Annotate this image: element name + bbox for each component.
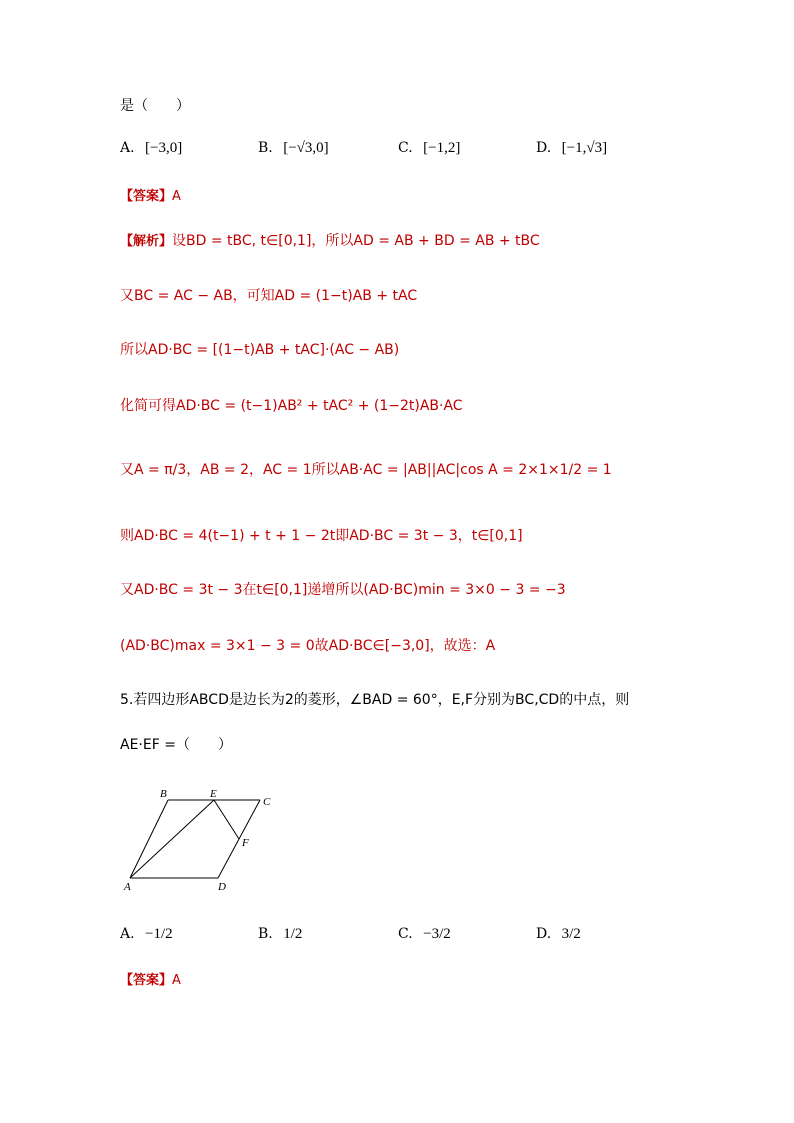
q5-option-a[interactable] [120,926,173,943]
segment-ef [214,800,239,839]
label-b: B [160,788,167,800]
q5-answer-tag: 【答案】 [120,973,173,988]
q4-analysis-text-1: 设BD = tBC, t∈[0,1]，所以AD = AB + BD = AB + tBC [172,233,540,249]
q4-option-d-value: [−1,√3] [561,140,608,156]
q5-answer-value: A [172,973,181,988]
q4-option-b-label: B. [258,140,273,156]
q4-analysis-line-8: (AD·BC)max = 3×1 − 3 = 0故AD·BC∈[−3,0]，故选：A [120,638,496,654]
q4-answer-value: A [172,189,181,204]
q4-analysis-line-5: 又A = π/3，AB = 2，AC = 1所以AB·AC = |AB||AC|cos A = 2×1×1/2 = 1 [120,462,612,478]
q4-option-c[interactable] [398,140,460,157]
q5-option-c[interactable] [398,926,451,943]
q4-answer [120,186,181,207]
q4-option-a[interactable] [120,140,182,157]
q5-option-c-value: −3/2 [423,926,451,942]
q5-option-b[interactable] [258,926,302,943]
q5-option-d-value: 3/2 [561,926,581,942]
q4-option-a-value: [−3,0] [145,140,183,156]
q4-analysis-line-2: 又BC = AC − AB，可知AD = (1−t)AB + tAC [120,288,418,304]
q4-option-c-label: C. [398,140,413,156]
q4-option-d-label: D. [536,140,552,156]
q5-stem-2: AE·EF =（ ） [120,737,232,753]
q5-answer [120,970,181,991]
q4-analysis-line-3: 所以AD·BC = [(1−t)AB + tAC]·(AC − AB) [120,342,400,358]
q5-option-a-label: A. [120,926,135,942]
q5-option-d-label: D. [536,926,552,942]
edge-ab [130,800,168,878]
q5-stem: 5.若四边形ABCD是边长为2的菱形，∠BAD = 60°，E,F分别为BC,CD的中点，则 [120,692,630,708]
q5-option-b-value: 1/2 [283,926,303,942]
label-d: D [218,881,226,893]
q4-answer-tag: 【答案】 [120,189,173,204]
q4-analysis-line-4: 化简可得AD·BC = (t−1)AB² + tAC² + (1−2t)AB·AC [120,398,463,414]
q5-option-a-value: −1/2 [145,926,173,942]
q4-option-a-label: A. [120,140,135,156]
q4-stem-tail: 是（ ） [120,98,190,114]
label-a: A [124,881,131,893]
segment-ae [130,800,214,878]
q5-option-d[interactable] [536,926,581,943]
q4-option-c-value: [−1,2] [423,140,461,156]
q4-analysis-line-6: 则AD·BC = 4(t−1) + t + 1 − 2t即AD·BC = 3t − 3，t∈[0,1] [120,528,523,544]
q4-analysis-line-7: 又AD·BC = 3t − 3在t∈[0,1]递增所以(AD·BC)min = 3×0 − 3 = −3 [120,582,566,598]
label-c: C [263,796,271,808]
q4-option-d[interactable] [536,140,607,157]
label-f: F [242,837,249,849]
rhombus-figure [118,784,288,896]
q5-option-b-label: B. [258,926,273,942]
q4-option-b[interactable] [258,140,329,157]
q4-option-b-value: [−√3,0] [283,140,329,156]
q4-analysis-line-1 [120,231,540,252]
label-e: E [210,788,217,800]
q4-analysis-tag: 【解析】 [120,234,173,249]
q5-option-c-label: C. [398,926,413,942]
